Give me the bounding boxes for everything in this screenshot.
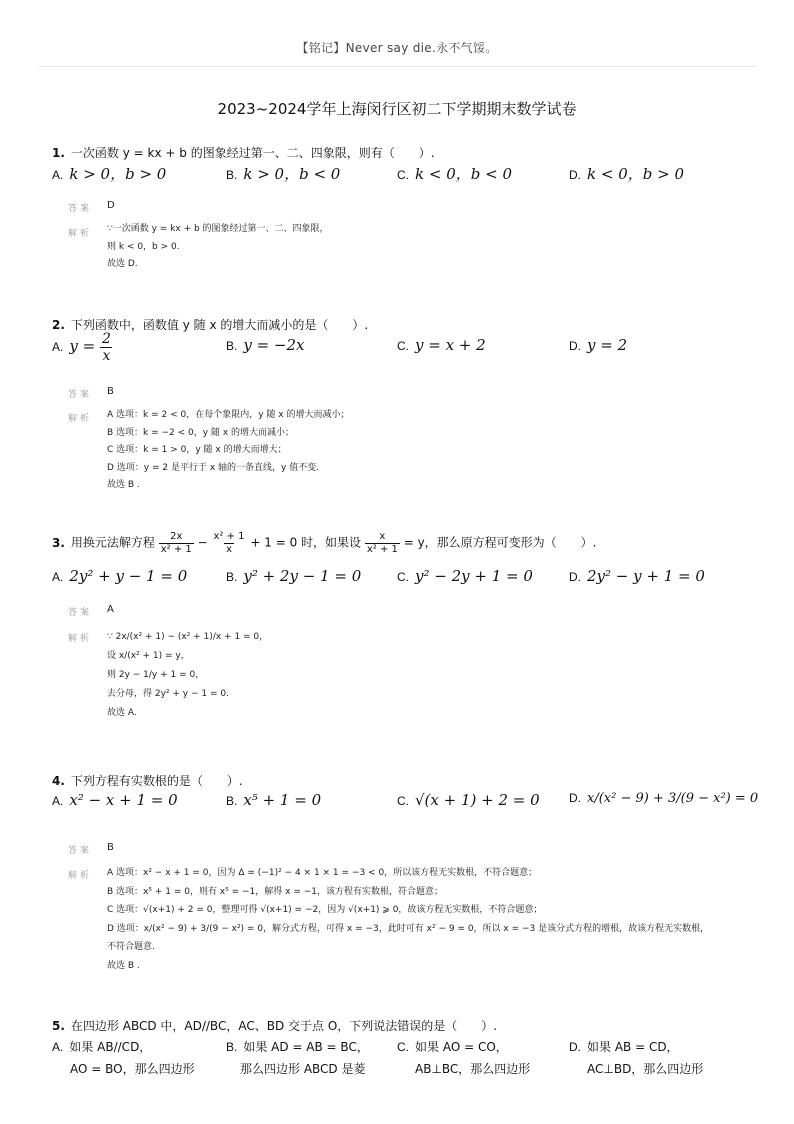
question-number: 5.: [52, 1019, 65, 1033]
question-1-option-a: A. k > 0，b > 0: [52, 165, 167, 183]
question-text: 下列方程有实数根的是（ ）.: [70, 774, 243, 788]
question-1-stem: [52, 144, 435, 161]
analysis-label: 解析: [68, 871, 93, 881]
question-text: 在四边形 ABCD 中，AD//BC，AC、BD 交于点 O，下列说法错误的是（ ）.: [70, 1019, 498, 1033]
question-4-option-a: A. x² − x + 1 = 0: [52, 791, 178, 809]
answer-label: 答案: [68, 390, 93, 400]
question-3-option-b: B. y² + 2y − 1 = 0: [226, 567, 362, 585]
question-5-option-d: D. 如果 AB = CD， AC⊥BD，那么四边形: [569, 1040, 704, 1076]
question-1-option-d: D. k < 0，b > 0: [569, 165, 684, 183]
question-2-option-c: C. y = x + 2: [397, 336, 486, 354]
question-3-analysis: ∵ 2x/(x² + 1) − (x² + 1)/x + 1 = 0， 设 x/(x² + 1) = y， 则 2y − 1/y + 1 = 0， 去分母，得 2y² + y − 1 = 0. 故选 A.: [107, 632, 269, 718]
question-number: 4.: [52, 774, 65, 788]
question-3-answer: A: [107, 604, 114, 615]
analysis-label: 解析: [68, 414, 93, 424]
question-number: 3.: [52, 535, 65, 550]
question-5-option-b: B. 如果 AD = AB = BC， 那么四边形 ABCD 是菱: [226, 1040, 369, 1076]
exam-title: 2023~2024学年上海闵行区初二下学期期末数学试卷: [217, 100, 577, 118]
question-5-stem: [52, 1017, 497, 1034]
answer-label: 答案: [68, 846, 93, 856]
question-4-option-b: B. x⁵ + 1 = 0: [226, 791, 322, 809]
question-2-option-a: A. y = $\frac{2}{x}$: [52, 331, 111, 365]
question-4-stem: [52, 772, 243, 789]
question-1-option-b: B. k > 0，b < 0: [226, 165, 341, 183]
question-3-stem: 3. 用换元法解方程 $\frac{2x}{\text{x² + 1}}$ − $\frac{\text{x² + 1}}{x}$ + 1 = 0 时，如果设 $\frac{x}{\text{x² + 1}}$ = y，那么原方程可变形为（ ）.: [52, 531, 597, 555]
analysis-label: 解析: [68, 229, 93, 239]
question-4-answer: B: [107, 842, 114, 853]
question-3-option-d: D. 2y² − y + 1 = 0: [569, 567, 705, 585]
question-3-option-a: A. 2y² + y − 1 = 0: [52, 567, 188, 585]
question-3-option-c: C. y² − 2y + 1 = 0: [397, 567, 533, 585]
question-text: 一次函数 y = kx + b 的图象经过第一、二、四象限，则有（ ）.: [70, 146, 435, 160]
question-4-option-d: D. x/(x² − 9) + 3/(9 − x²) = 0: [569, 791, 759, 806]
analysis-label: 解析: [68, 634, 93, 644]
question-4-analysis: A 选项：x² − x + 1 = 0，因为 Δ = (−1)² − 4 × 1 × 1 = −3 < 0，所以该方程无实数根，不符合题意； B 选项：x⁵ + 1 = 0，则有 x⁵ = −1，解得 x = −1，该方程有实数根，符合题意； C 选项：√(x+1) + 2 = 0，整理可得 √(x+1) = −2，因为 √(x+1) ⩾ 0，故该方程无实数根，不符合题意； D 选项：x/(x² − 9) + 3/(9 − x²) = 0，解分式方程，可得 x = −3，此时可有 x² − 9 = 0，所以 x = −3 是该分式方程的增根，故该方程无实数根，不符合题意. 故选 B .: [107, 868, 710, 971]
page-header-motto: 【铭记】Never say die.永不气馁。: [296, 41, 498, 55]
question-1-analysis: ∵一次函数 y = kx + b 的图象经过第一、二、四象限， 则 k < 0，b > 0. 故选 D.: [107, 224, 329, 269]
question-5-option-a: A. 如果 AB//CD， AO = BO，那么四边形: [52, 1040, 195, 1076]
question-2-option-b: B. y = −2x: [226, 336, 305, 354]
question-2-analysis: A 选项：k = 2 < 0，在每个象限内，y 随 x 的增大而减小； B 选项：k = −2 < 0，y 随 x 的增大而减小； C 选项：k = 1 > 0，y 随 x 的增大而增大； D 选项：y = 2 是平行于 x 轴的一条直线，y 值不变. 故选 B .: [107, 410, 350, 490]
question-1-option-c: C. k < 0，b < 0: [397, 165, 512, 183]
question-2-option-d: D. y = 2: [569, 336, 628, 354]
question-number: 1.: [52, 146, 65, 160]
question-1-answer: D: [107, 200, 115, 211]
question-4-option-c: C. √(x + 1) + 2 = 0: [397, 791, 540, 809]
answer-label: 答案: [68, 204, 93, 214]
question-number: 2.: [52, 318, 65, 332]
header-divider: [38, 66, 756, 67]
question-2-answer: B: [107, 386, 114, 397]
question-5-option-c: C. 如果 AO = CO， AB⊥BC，那么四边形: [397, 1040, 531, 1076]
answer-label: 答案: [68, 608, 93, 618]
question-text: 下列函数中，函数值 y 随 x 的增大而减小的是（ ）.: [70, 318, 369, 332]
